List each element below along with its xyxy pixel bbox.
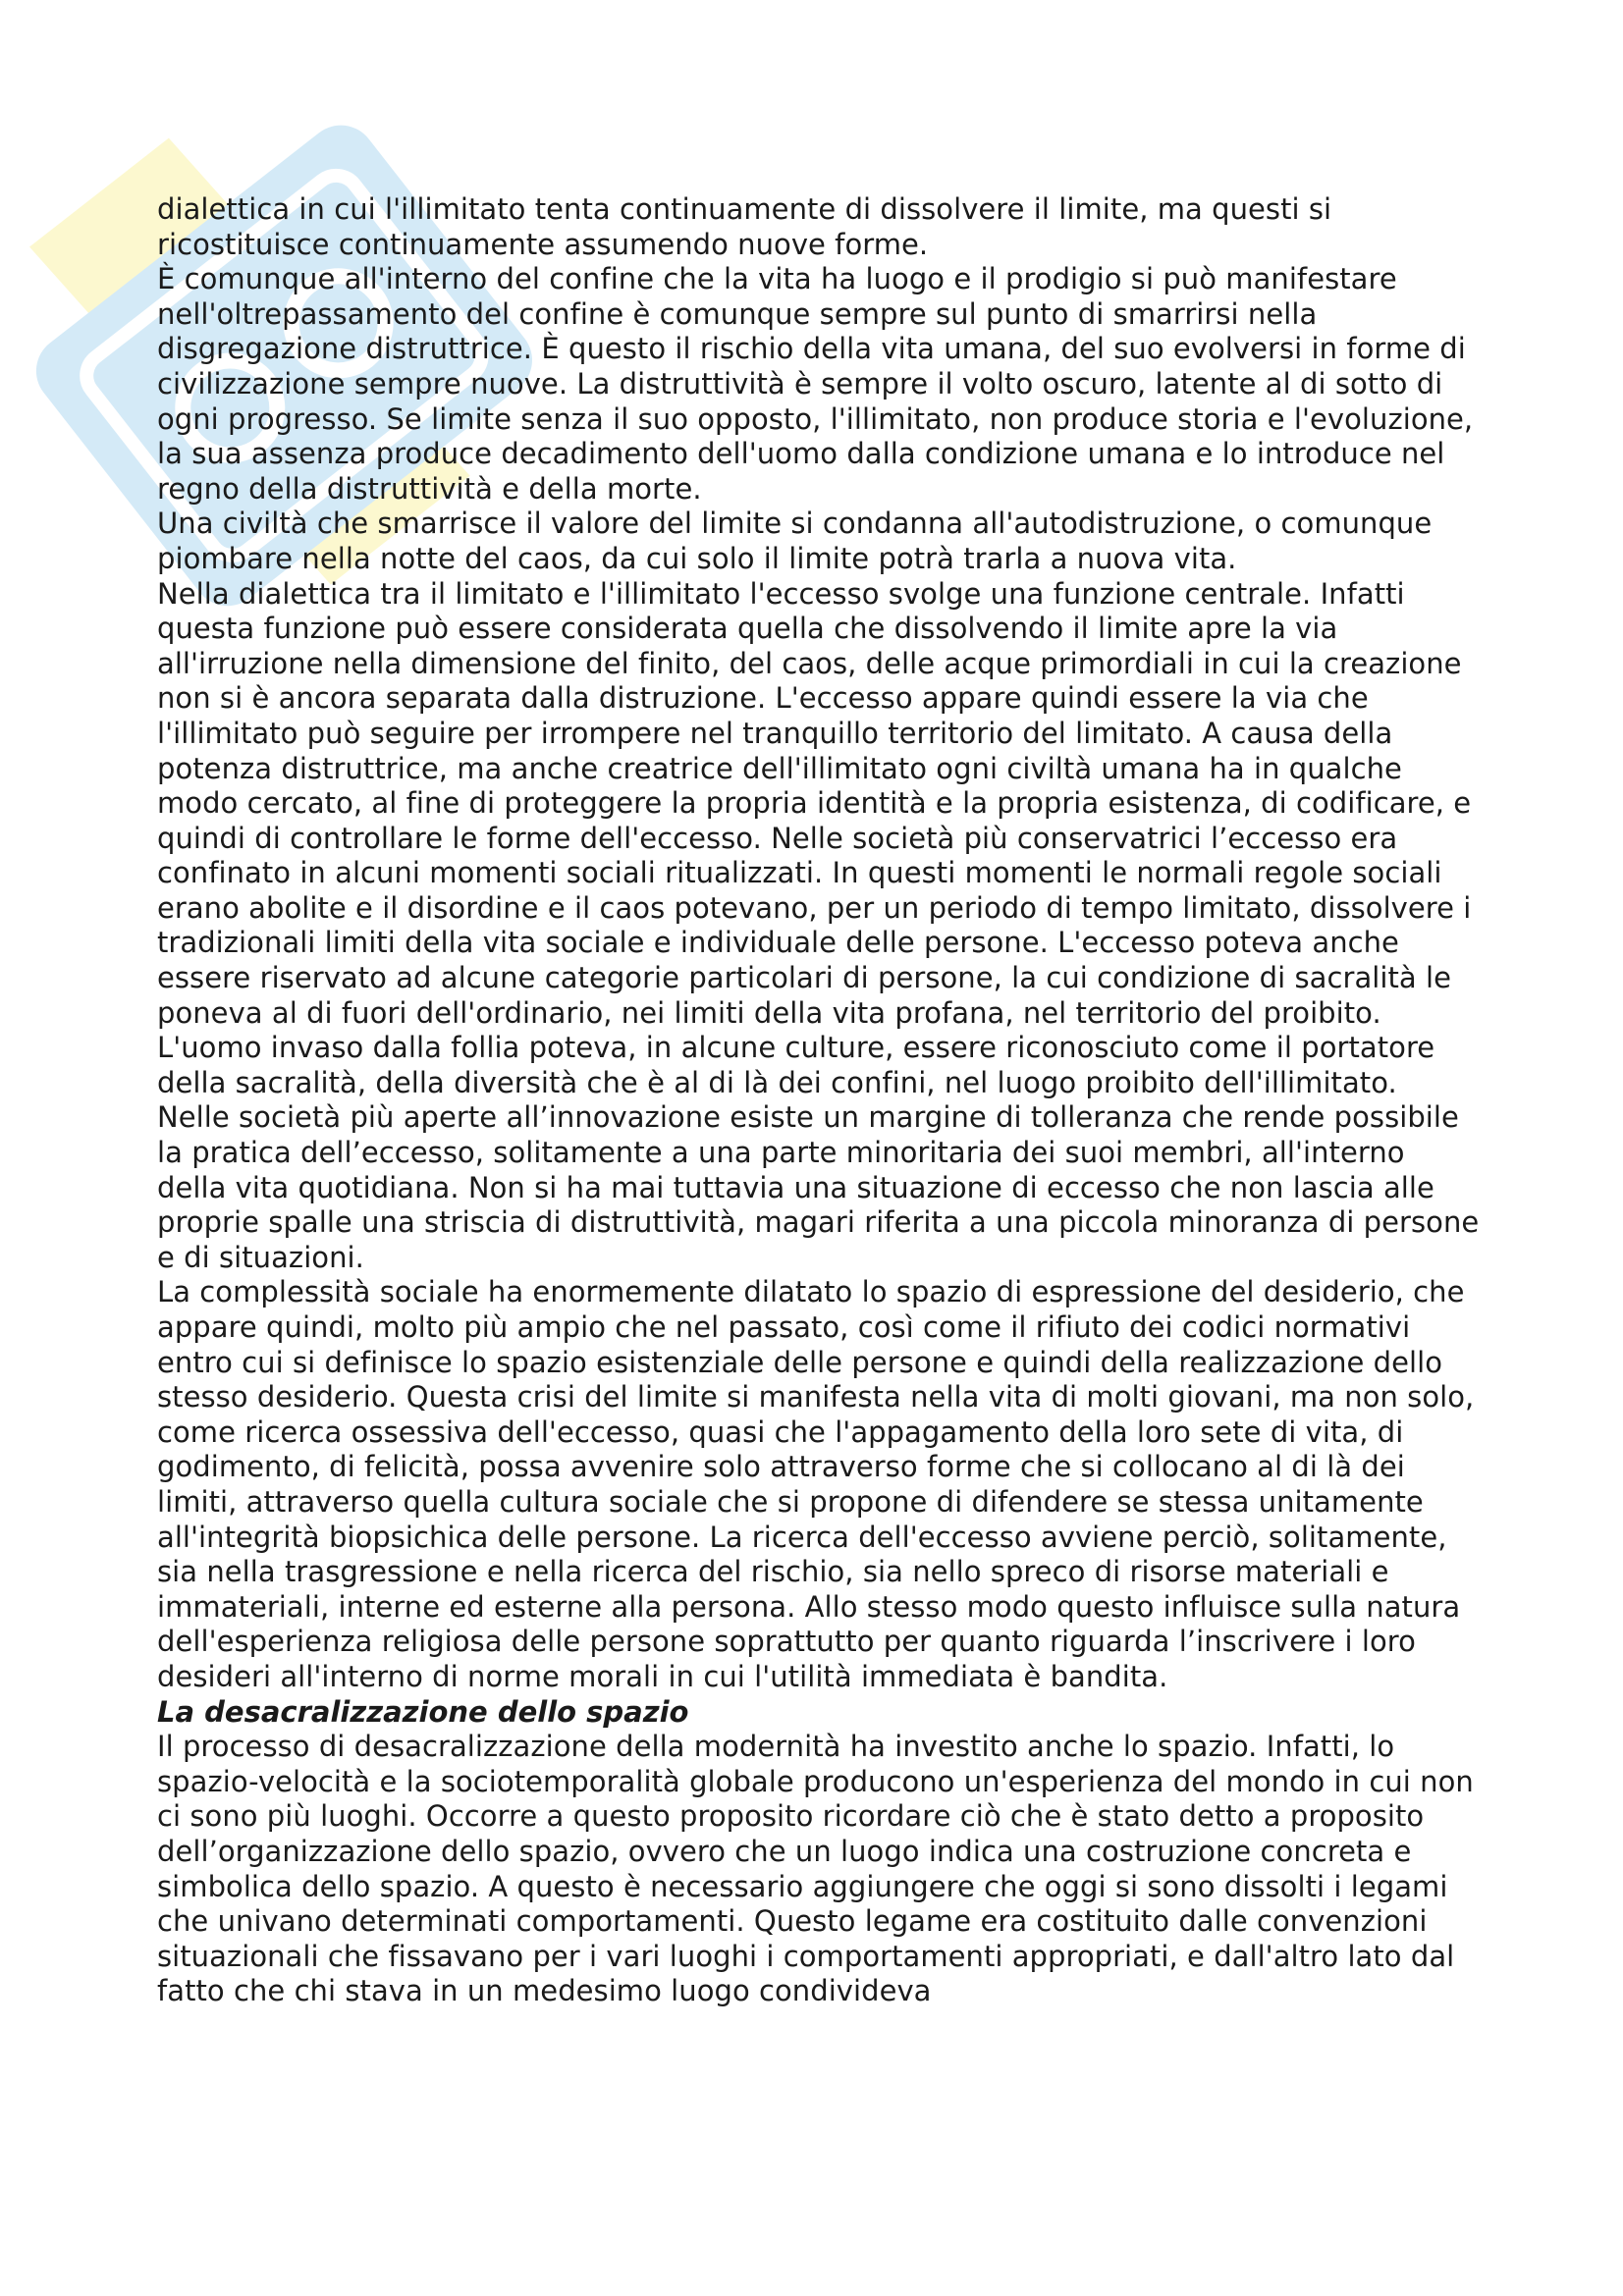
section-heading: La desacralizzazione dello spazio bbox=[157, 1694, 689, 1729]
document-body bbox=[157, 192, 1483, 2009]
paragraph-confine: È comunque all'interno del confine che la vita ha luogo e il prodigio si può manifestare nell'oltrepassamento del confine è comunque sempre sul punto di smarrirsi nella disgregazione distruttrice. È questo il rischio della vita umana, del suo evolversi in forme di civilizzazione sempre nuove. La distruttività è sempre il volto oscuro, latente al di sotto di ogni progresso. Se limite senza il suo opposto, l'illimitato, non produce storia e l'evoluzione, la sua assenza produce decadimento dell'uomo dalla condizione umana e lo introduce nel regno della distruttività e della morte. bbox=[157, 262, 1474, 506]
paragraph-civilta: Una civiltà che smarrisce il valore del limite si condanna all'autodistruzione, o comunque piombare nella notte del caos, da cui solo il limite potrà trarla a nuova vita. bbox=[157, 507, 1433, 575]
paragraph-complessita: La complessità sociale ha enormemente dilatato lo spazio di espressione del desiderio, che appare quindi, molto più ampio che nel passato, così come il rifiuto dei codici normativi entro cui si definisce lo spazio esistenziale delle persone e quindi della realizzazione dello stesso desiderio. Questa crisi del limite si manifesta nella vita di molti giovani, ma non solo, come ricerca ossessiva dell'eccesso, quasi che l'appagamento della loro sete di vita, di godimento, di felicità, possa avvenire solo attraverso forme che si collocano al di là dei limiti, attraverso quella cultura sociale che si propone di difendere se stessa unitamente all'integrità biopsichica delle persone. La ricerca dell'eccesso avviene perciò, solitamente, sia nella trasgressione e nella ricerca del rischio, sia nello spreco di risorse materiali e immateriali, interne ed esterne alla persona. Allo stesso modo questo influisce sulla natura dell'esperienza religiosa delle persone soprattutto per quanto riguarda l’inscrivere i loro desideri all'interno di norme morali in cui l'utilità immediata è bandita. bbox=[157, 1275, 1475, 1693]
paragraph-innovazione: Nelle società più aperte all’innovazione esiste un margine di tolleranza che rende possibile la pratica dell’eccesso, solitamente a una parte minoritaria dei suoi membri, all'interno della vita quotidiana. Non si ha mai tuttavia una situazione di eccesso che non lascia alle proprie spalle una striscia di distruttività, magari riferita a una piccola minoranza di persone e di situazioni. bbox=[157, 1100, 1480, 1274]
paragraph-desacralizzazione: Il processo di desacralizzazione della modernità ha investito anche lo spazio. Infatti, lo spazio-velocità e la sociotemporalità globale producono un'esperienza del mondo in cui non ci sono più luoghi. Occorre a questo proposito ricordare ciò che è stato detto a proposito dell’organizzazione dello spazio, ovvero che un luogo indica una costruzione concreta e simbolica dello spazio. A questo è necessario aggiungere che oggi si sono dissolti i legami che univano determinati comportamenti. Questo legame era costituito dalle convenzioni situazionali che fissavano per i vari luoghi i comportamenti appropriati, e dall'altro lato dal fatto che chi stava in un medesimo luogo condivideva bbox=[157, 1730, 1474, 2008]
paragraph-eccesso: Nella dialettica tra il limitato e l'illimitato l'eccesso svolge una funzione centrale. Infatti questa funzione può essere considerata quella che dissolvendo il limite apre la via all'irruzione nella dimensione del finito, del caos, delle acque primordiali in cui la creazione non si è ancora separata dalla distruzione. L'eccesso appare quindi essere la via che l'illimitato può seguire per irrompere nel tranquillo territorio del limitato. A causa della potenza distruttrice, ma anche creatrice dell'illimitato ogni civiltà umana ha in qualche modo cercato, al fine di proteggere la propria identità e la propria esistenza, di codificare, e quindi di controllare le forme dell'eccesso. Nelle società più conservatrici l’eccesso era confinato in alcuni momenti sociali ritualizzati. In questi momenti le normali regole sociali erano abolite e il disordine e il caos potevano, per un periodo di tempo limitato, dissolvere i tradizionali limiti della vita sociale e individuale delle persone. L'eccesso poteva anche essere riservato ad alcune categorie particolari di persone, la cui condizione di sacralità le poneva al di fuori dell'ordinario, nei limiti della vita profana, nel territorio del proibito. bbox=[157, 576, 1472, 1030]
paragraph-dialettica: dialettica in cui l'illimitato tenta continuamente di dissolvere il limite, ma questi si ricostituisce continuamente assumendo nuove forme. bbox=[157, 192, 1332, 261]
paragraph-follia: L'uomo invaso dalla follia poteva, in alcune culture, essere riconosciuto come il portatore della sacralità, della diversità che è al di là dei confini, nel luogo proibito dell'illimitato. bbox=[157, 1031, 1435, 1099]
